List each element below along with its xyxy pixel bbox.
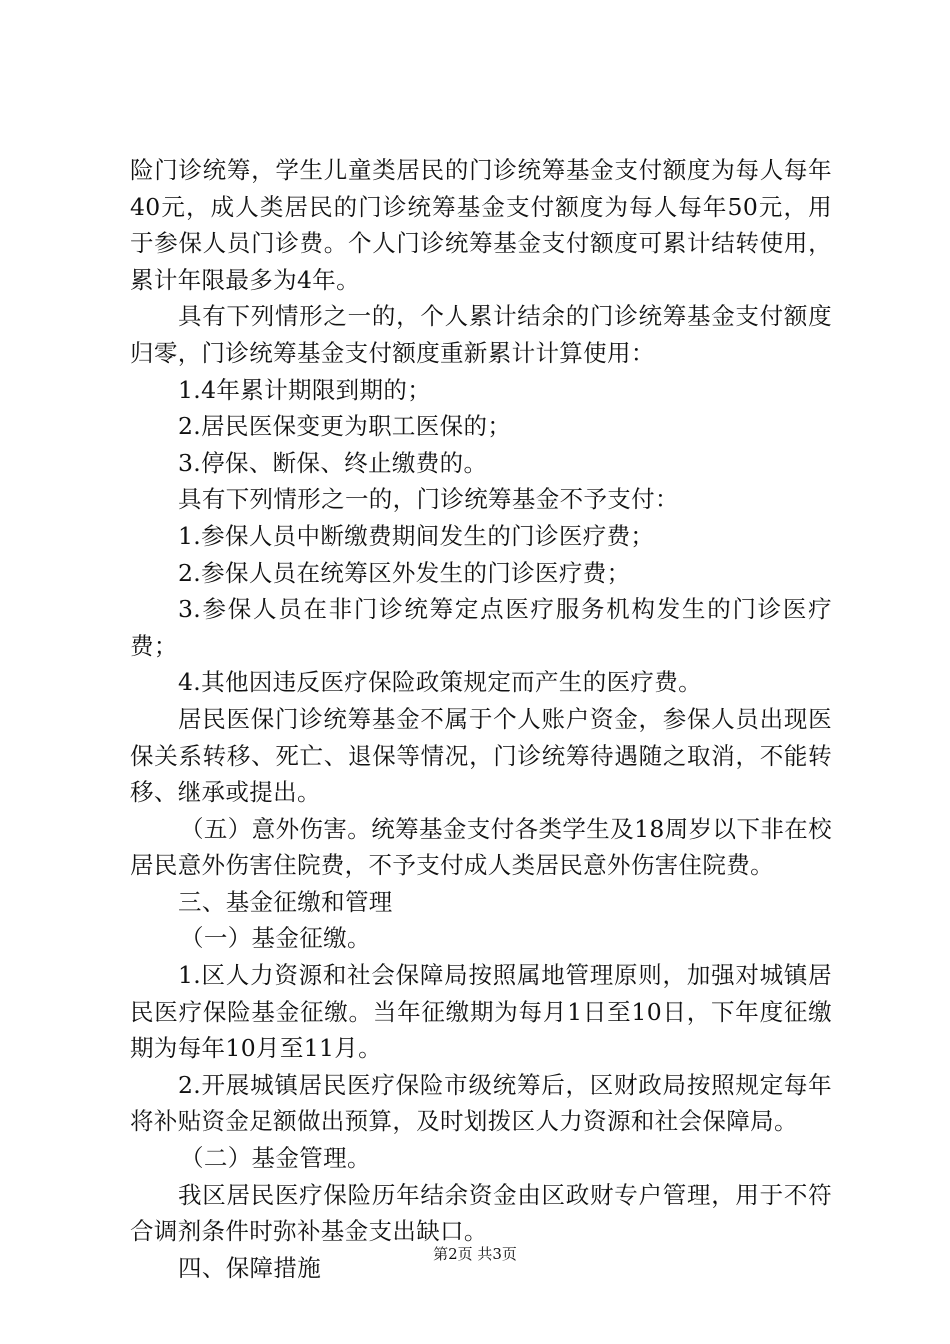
subsection-heading-collection: （一）基金征缴。	[180, 924, 371, 953]
paragraph-continuation: 险门诊统筹，学生儿童类居民的门诊统筹基金支付额度为每人每年40元，成人类居民的门诊统筹基金支付额度为每人每年50元，用于参保人员门诊费。个人门诊统筹基金支付额度可累计结转使用，累计年限最多为4年。	[130, 156, 832, 294]
paragraph-accident-injury: （五）意外伤害。统筹基金支付各类学生及18周岁以下非在校居民意外伤害住院费，不予支付成人类居民意外伤害住院费。	[130, 814, 832, 880]
paragraph-fund-nature: 居民医保门诊统筹基金不属于个人账户资金，参保人员出现医保关系转移、死亡、退保等情况，门诊统筹待遇随之取消，不能转移、继承或提出。	[130, 704, 832, 807]
subsection-heading-management: （二）基金管理。	[180, 1144, 371, 1173]
list-item-reset-3: 3.停保、断保、终止缴费的。	[178, 448, 488, 477]
page-number-label: 第2页 共3页	[433, 1245, 517, 1263]
paragraph-non-payment-conditions: 具有下列情形之一的，门诊统筹基金不予支付：	[178, 485, 679, 514]
paragraph-management: 我区居民医疗保险历年结余资金由区政财专户管理，用于不符合调剂条件时弥补基金支出缺口。	[130, 1180, 832, 1246]
page-footer	[0, 1244, 950, 1264]
list-item-non-payment-3: 3.参保人员在非门诊统筹定点医疗服务机构发生的门诊医疗费；	[130, 595, 832, 660]
section-heading-safeguards: 四、保障措施	[178, 1253, 322, 1282]
list-item-reset-2: 2.居民医保变更为职工医保的；	[178, 412, 512, 441]
list-item-collection-1: 1.区人力资源和社会保障局按照属地管理原则，加强对城镇居民医疗保险基金征缴。当年征缴期为每月1日至10日，下年度征缴期为每年10月至11月。	[130, 961, 832, 1063]
paragraph-reset-conditions: 具有下列情形之一的，个人累计结余的门诊统筹基金支付额度归零，门诊统筹基金支付额度重新累计计算使用：	[130, 302, 832, 367]
list-item-collection-2: 2.开展城镇居民医疗保险市级统筹后，区财政局按照规定每年将补贴资金足额做出预算，及时划拨区人力资源和社会保障局。	[130, 1070, 832, 1136]
document-body	[130, 152, 832, 1286]
list-item-reset-1: 1.4年累计期限到期的；	[178, 375, 432, 404]
list-item-non-payment-1: 1.参保人员中断缴费期间发生的门诊医疗费；	[178, 521, 655, 550]
section-heading-fund-collection: 三、基金征缴和管理	[178, 887, 393, 916]
list-item-non-payment-2: 2.参保人员在统筹区外发生的门诊医疗费；	[178, 558, 631, 587]
list-item-non-payment-4: 4.其他因违反医疗保险政策规定而产生的医疗费。	[178, 668, 702, 697]
